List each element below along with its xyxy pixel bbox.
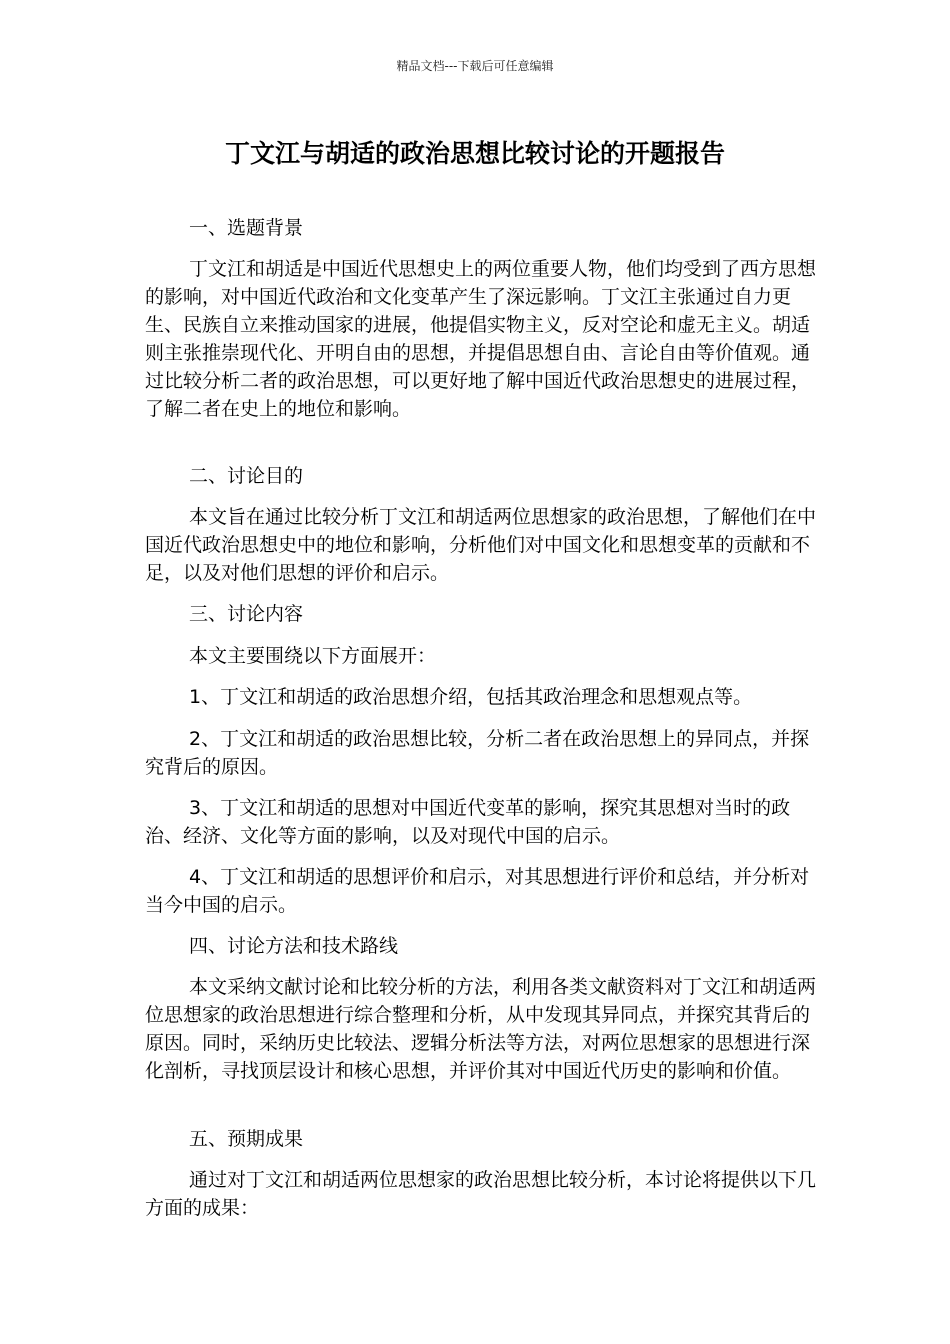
section-heading-background: 一、选题背景 [189,217,304,239]
paragraph-content-intro: 本文主要围绕以下方面展开： [189,645,437,667]
section-heading-outcomes: 五、预期成果 [189,1128,304,1150]
section-heading-methods: 四、讨论方法和技术路线 [189,935,399,957]
paragraph-methods: 本文采纳文献讨论和比较分析的方法，利用各类文献资料对丁文江和胡适两位思想家的政治思想进行综合整理和分析，从中发现其异同点，并探究其背后的原因。同时，采纳历史比较法、逻辑分析法等方法，对两位思想家的思想进行深化剖析，寻找顶层设计和核心思想，并评价其对中国近代历史的影响和价值。 [145,976,817,1082]
list-item-content-2: 2、丁文江和胡适的政治思想比较，分析二者在政治思想上的异同点，并探究背后的原因。 [145,728,810,778]
list-item-content-1: 1、丁文江和胡适的政治思想介绍，包括其政治理念和思想观点等。 [189,686,753,708]
paragraph-purpose: 本文旨在通过比较分析丁文江和胡适两位思想家的政治思想，了解他们在中国近代政治思想史中的地位和影响，分析他们对中国文化和思想变革的贡献和不足，以及对他们思想的评价和启示。 [145,506,817,584]
paragraph-background: 丁文江和胡适是中国近代思想史上的两位重要人物，他们均受到了西方思想的影响，对中国近代政治和文化变革产生了深远影响。丁文江主张通过自力更生、民族自立来推动国家的进展，他提倡实物主义，反对空论和虚无主义。胡适则主张推崇现代化、开明自由的思想，并提倡思想自由、言论自由等价值观。通过比较分析二者的政治思想，可以更好地了解中国近代政治思想史的进展过程，了解二者在史上的地位和影响。 [145,258,817,420]
list-item-content-4: 4、丁文江和胡适的思想评价和启示，对其思想进行评价和总结，并分析对当今中国的启示。 [145,866,810,916]
document-title: 丁文江与胡适的政治思想比较讨论的开题报告 [224,139,725,168]
section-heading-content: 三、讨论内容 [189,603,304,625]
section-heading-purpose: 二、讨论目的 [189,465,304,487]
paragraph-outcomes: 通过对丁文江和胡适两位思想家的政治思想比较分析，本讨论将提供以下几方面的成果： [145,1169,817,1219]
list-item-content-3: 3、丁文江和胡适的思想对中国近代变革的影响，探究其思想对当时的政治、经济、文化等方面的影响，以及对现代中国的启示。 [145,797,791,847]
page-header-note: 精品文档---下载后可任意编辑 [396,59,554,73]
